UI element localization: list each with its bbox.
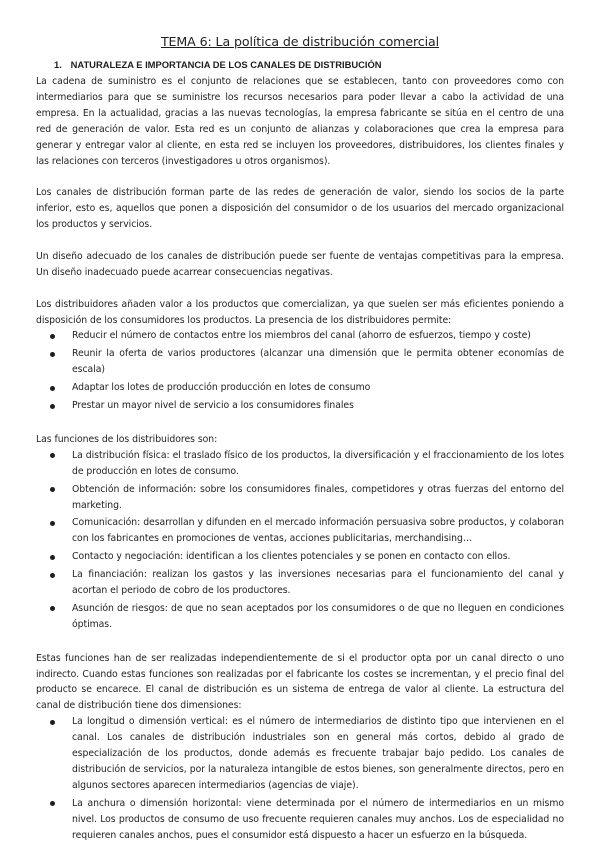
bullet-icon <box>50 801 55 806</box>
list-item: La longitud o dimensión vertical: es el número de intermediarios de distinto tipo que intervienen en el canal. Los canales de distribución industriales son en general más cortos, debido al grado de especialización de los productos, donde además es frecuente trabajar bajo pedido. Los canales de distribución de servicios, por la naturaleza intangible de estos bienes, son generalmente directos, pero en algunos sectores aparecen intermediarios (agencias de viaje). <box>36 714 564 794</box>
paragraph-distribution-channels: Los canales de distribución forman parte de las redes de generación de valor, siendo los socios de la parte inferior, esto es, aquellos que ponen a disposición del consumidor o de los usuarios del mercado organizacional los productos y servicios. <box>36 187 564 231</box>
document-page <box>36 34 564 846</box>
bullet-icon <box>50 404 55 409</box>
document-title: TEMA 6: La política de distribución comercial <box>160 34 440 49</box>
paragraph-channel-design: Un diseño adecuado de los canales de distribución puede ser fuente de ventajas competitivas para la empresa. Un diseño inadecuado puede acarrear consecuencias negativas. <box>36 250 564 278</box>
bullet-icon <box>50 386 55 391</box>
list-item: Contacto y negociación: identifican a los clientes potenciales y se ponen en contacto con ellos. <box>36 549 564 565</box>
paragraph-supply-chain: La cadena de suministro es el conjunto de relaciones que se establecen, tanto con proveedores como con intermediarios para que se suministre los recursos necesarios para poder llevar a cabo la actividad de una empresa. En la actualidad, gracias a las nuevas tecnologías, la empresa fabricante se sitúa en el centro de una red de generación de valor. Esta red es un conjunto de alianzas y colaboraciones que crea la empresa para generar y entregar valor al cliente, en esta red se incluyen los proveedores, distribuidores, los clientes finales y las relaciones con terceros (investigadores u otros organismos). <box>36 76 564 167</box>
list-distributor-benefits <box>36 328 564 414</box>
bullet-icon <box>50 555 55 560</box>
list-channel-dimensions <box>36 714 564 843</box>
list-item: Asunción de riesgos: de que no sean aceptados por los consumidores o de que no lleguen en condiciones óptimas. <box>36 601 564 633</box>
section-number: 1. <box>54 59 62 70</box>
bullet-icon <box>50 573 55 578</box>
bullet-icon <box>50 352 55 357</box>
list-item: La financiación: realizan los gastos y las inversiones necesarias para el funcionamiento del canal y acortan el periodo de cobro de los productores. <box>36 567 564 599</box>
list-item: Comunicación: desarrollan y difunden en el mercado información persuasiva sobre productos, y colaboran con los fabricantes en promociones de ventas, acciones publicitarias, merchandising… <box>36 515 564 547</box>
list-item: Reunir la oferta de varios productores (alcanzar una dimensión que le permita obtener economías de escala) <box>36 346 564 378</box>
list-item: Obtención de información: sobre los consumidores finales, competidores y otras fuerzas del entorno del marketing. <box>36 482 564 514</box>
list-item: Reducir el número de contactos entre los miembros del canal (ahorro de esfuerzos, tiempo y coste) <box>36 328 564 344</box>
paragraph-functions-intro: Las funciones de los distribuidores son: <box>36 433 218 445</box>
section-heading-text: NATURALEZA E IMPORTANCIA DE LOS CANALES DE DISTRIBUCIÓN <box>70 59 382 70</box>
bullet-icon <box>50 334 55 339</box>
list-item: Prestar un mayor nivel de servicio a los consumidores finales <box>36 398 564 414</box>
section-heading <box>54 59 564 70</box>
bullet-icon <box>50 521 55 526</box>
bullet-icon <box>50 487 55 492</box>
list-item: Adaptar los lotes de producción producción en lotes de consumo <box>36 380 564 396</box>
paragraph-channel-structure: Estas funciones han de ser realizadas independientemente de si el productor opta por un canal directo o uno indirecto. Cuando estas funciones son realizadas por el fabricante los costes se incrementan, y el precio final del producto se encarece. El canal de distribución es un sistema de entrega de valor al cliente. La estructura del canal de distribución tiene dos dimensiones: <box>36 652 564 712</box>
bullet-icon <box>50 453 55 458</box>
bullet-icon <box>50 606 55 611</box>
paragraph-distributors-value: Los distribuidores añaden valor a los productos que comercializan, ya que suelen ser más eficientes poniendo a disposición de los consumidores los productos. La presencia de los distribuidores permite: <box>36 298 564 326</box>
list-item: La anchura o dimensión horizontal: viene determinada por el número de intermediarios en un mismo nivel. Los productos de consumo de uso frecuente requieren canales muy anchos. Los de especialidad no requieren canales anchos, pues el consumidor está dispuesto a hacer un esfuerzo en la búsqueda. <box>36 796 564 844</box>
list-distributor-functions <box>36 448 564 633</box>
bullet-icon <box>50 720 55 725</box>
list-item: La distribución física: el traslado físico de los productos, la diversificación y el fraccionamiento de los lotes de producción en lotes de consumo. <box>36 448 564 480</box>
